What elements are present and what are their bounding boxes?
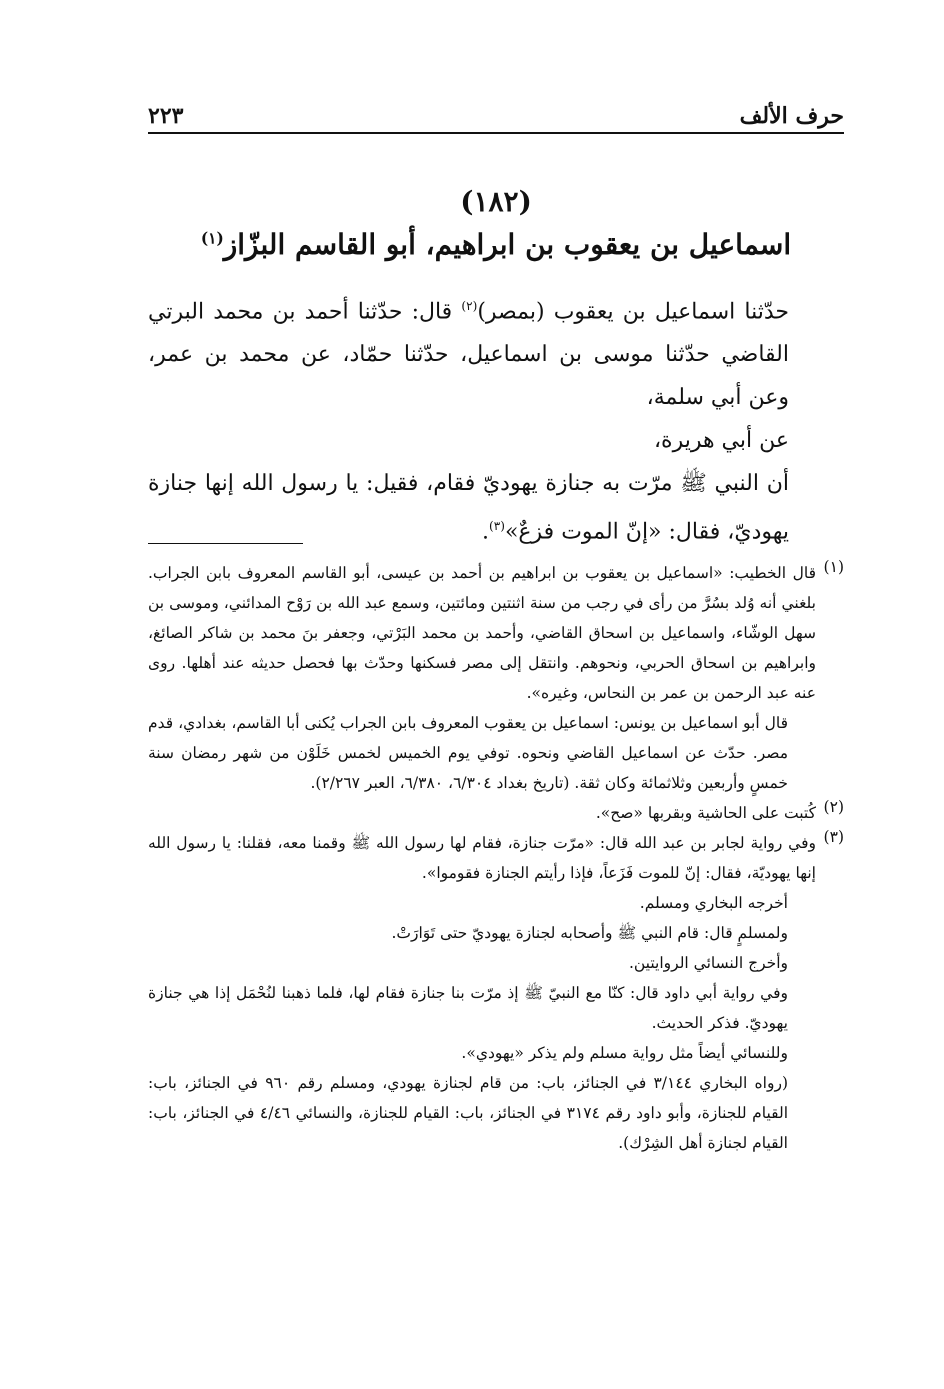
header-rule — [148, 132, 844, 134]
footnote-separator — [148, 543, 303, 544]
footnote-2 — [148, 798, 844, 828]
hadith-text — [148, 285, 844, 554]
footnote-3-body — [148, 828, 816, 1158]
footnote-3-para-3: ولمسلمٍ قال: قام النبي ﷺ وأصحابه لجنازة يهوديّ حتى تَوَارَتْ. — [391, 924, 788, 942]
footnote-3-para-7: (رواه البخاري ٣/١٤٤ في الجنائز، باب: من قام لجنازة يهودي، ومسلم رقم ٩٦٠ في الجنائز، باب: القيام للجنازة، وأبو داود رقم ٣١٧٤ في الجنائز، باب: القيام للجنازة، والنسائي ٤/٤٦ في الجنائز، باب: القيام لجنازة أهل الشِرْك). — [148, 1074, 789, 1152]
footnote-3 — [148, 828, 844, 1158]
running-head — [148, 95, 844, 129]
footnote-1-mark: (١) — [823, 558, 844, 576]
footnote-1-para-2: قال أبو اسماعيل بن يونس: اسماعيل بن يعقوب المعروف بابن الجراب يُكنى أبا القاسم، بغدادي، قدم مصر. حدّث عن اسماعيل القاضي ونحوه. توفي يوم الخميس لخمس خَلَوْن من شهر رمضان سنة خمسٍ وأربعين وثلاثمائة وكان ثقة. (تاريخ بغداد ٦/٣٠٤، ٦/٣٨٠، العبر ٢/٢٦٧). — [148, 714, 788, 792]
footnote-3-para-6: وللنسائي أيضاً مثل رواية مسلم ولم يذكر «يهودي». — [461, 1044, 788, 1062]
footnote-3-para-4: وأخرج النسائي الروايتين. — [628, 954, 788, 972]
footnote-ref-2: (٢) — [461, 299, 478, 313]
isnad-text-b: قال: حدّثنا أحمد بن محمد البرتي القاضي حدّثنا موسى بن اسماعيل، حدّثنا حمّاد، عن محمد بن عمر، وعن أبي سلمة، — [148, 299, 789, 411]
footnote-1 — [148, 558, 844, 798]
entry-title-text: اسماعيل بن يعقوب بن ابراهيم، أبو القاسم البزّاز — [223, 228, 792, 261]
matn-paragraph — [148, 462, 844, 553]
footnote-1-para-1: قال الخطيب: «اسماعيل بن يعقوب بن ابراهيم بن أحمد بن عيسى، أبو القاسم المعروف بابن الجراب. بلغني أنه وُلد بسُرَّ من رأى في رجب من سنة اثنتين ومائتين، وسمع عبد الله بن رَوْح المدائني، وموسى بن سهل الوشّاء، واسماعيل بن اسحاق القاضي، وأحمد بن محمد البَرْتي، وجعفر بنَ محمد بن شاكر الصائغ، وابراهيم بن اسحاق الحربي، ونحوهم. وانتقل إلى مصر فسكنها وحدّث بها فحصل حديثه عند أهلها. روى عنه عبد الرحمن بن عمر بن النحاس، وغيره». — [148, 564, 816, 702]
matn-text-a: أن النبي ﷺ مرّت به جنازة يهوديّ فقام، فقيل: يا رسول الله إنها جنازة يهوديّ، فقال: «إنّ الموت فزعٌ» — [148, 471, 789, 545]
footnote-1-body — [148, 558, 816, 798]
footnote-3-para-5: وفي رواية أبي داود قال: كنّا مع النبيّ ﷺ إذ مرّت بنا جنازة فقام لها، فلما ذهبنا لنُحْمَل إذا هي جنازة يهوديّ. فذكر الحديث. — [148, 984, 788, 1032]
footnote-3-mark: (٣) — [823, 828, 844, 846]
footnote-2-body — [148, 798, 816, 828]
entry-number: (١٨٢) — [460, 185, 532, 218]
matn-text-b: . — [482, 519, 490, 545]
narrator-line: عن أبي هريرة، — [653, 428, 789, 454]
footnote-3-para-1: وفي رواية لجابر بن عبد الله قال: «مرّت جنازة، فقام لها رسول الله ﷺ وقمنا معه، فقلنا: يا رسول الله إنها يهوديّة، فقال: إنّ للموت فَزَعاً، فإذا رأيتم الجنازة فقوموا». — [148, 834, 816, 882]
entry-title — [148, 228, 844, 261]
footnote-ref-3: (٣) — [489, 519, 505, 534]
isnad-text-a: حدّثنا اسماعيل بن يعقوب (بمصر) — [477, 299, 790, 325]
section-title: حرف الألف — [739, 103, 844, 129]
footnote-ref-1: (١) — [200, 229, 224, 248]
footnotes — [148, 558, 844, 1158]
isnad-paragraph — [148, 285, 844, 419]
footnote-2-para-1: كُتبت على الحاشية وبقربها «صح». — [595, 804, 816, 822]
footnote-3-para-2: أخرجه البخاري ومسلم. — [639, 894, 788, 912]
footnote-2-mark: (٢) — [823, 798, 844, 816]
page-number: ٢٢٣ — [148, 103, 184, 129]
